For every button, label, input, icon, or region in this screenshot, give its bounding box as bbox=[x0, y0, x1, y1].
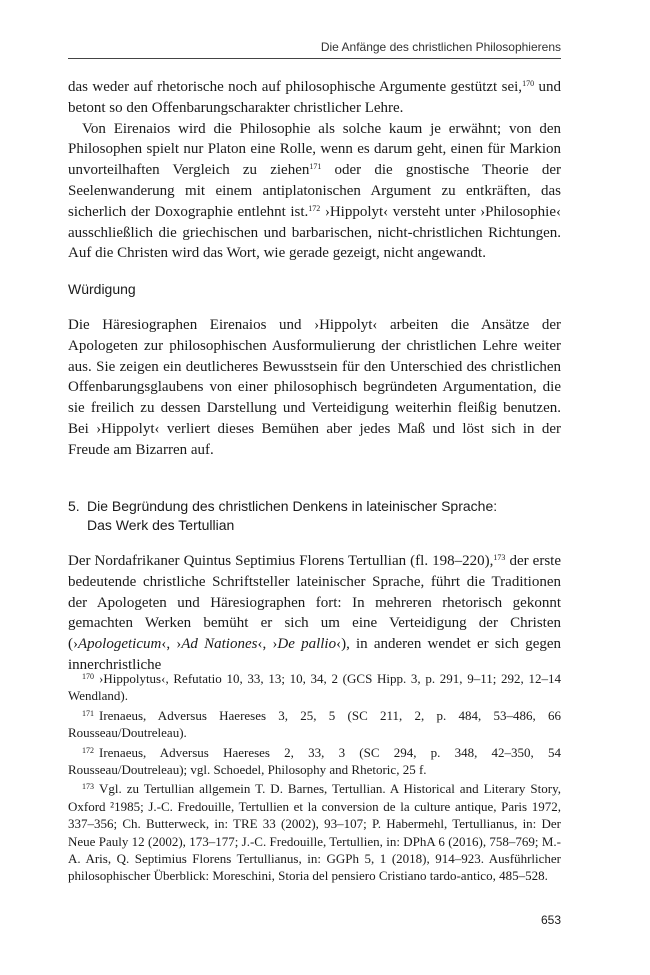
footnotes bbox=[68, 668, 561, 885]
footnote-number: 172 bbox=[82, 745, 94, 755]
page-number: 653 bbox=[540, 913, 561, 927]
footnote-ref-172[interactable]: 172 bbox=[308, 203, 321, 213]
footnote-ref-171[interactable]: 171 bbox=[309, 162, 322, 172]
footnote-173: $^{173}$ Vgl. zu Tertullian allgemein T. D. Barnes, Tertullian. A Historical and Literary Story, Oxford ²1985; J.-C. Fredouille, Tertullien et la conversion de la culture antique, Paris 1972, 337–356; Ch. Butterweck, in: TRE 33 (2002), 93–107; P. Habermehl, Tertullianus, in: Der Neue Pauly 12 (2002), 173–177; J.-C. Fredouille, Tertullien, in: DPhA 6 (2016), 758–769; M.-A. Aris, Q. Septimius Florens Tertullianus, in: GGPh 5, 1 (2018), 914–923. Ausführlicher philosophischer Überblick: Moreschini, Storia del pensiero Cristiano tardo-antico, 485–528. bbox=[68, 781, 561, 884]
footnote-ref-170[interactable]: 170 bbox=[522, 79, 535, 88]
section-title-line-2: Das Werk des Tertullian bbox=[87, 517, 235, 533]
section-heading-wuerdigung: Würdigung bbox=[68, 281, 136, 297]
work-title-ad-nationes: Ad Nationes bbox=[181, 636, 258, 653]
section-5-paragraph: Der Nordafrikaner Quintus Septimius Florens Tertullian (fl. 198–220),$^{173}$ der erste bedeutende christliche Schriftsteller lateinischer Sprache, führt die Traditionen der Apologeten und Häresiographen fort: In mehreren rhetorisch gekonnt gemachten Werken bemüht er sich um eine Verteidigung der Christen (›Apologeticum‹, ›Ad Nationes‹, ›De pallio‹), in anderen wendet er sich gegen innerchristliche bbox=[68, 553, 562, 673]
wuerdigung-paragraph: Die Häresiographen Eirenaios und ›Hippolyt‹ arbeiten die Ansätze der Apologeten zur philosophischen Ausformulierung der christlichen Lehre weiter aus. Sie zeigen ein deutlicheres Bewusstsein für den Unterschied des christlichen Offenbarungsglaubens von einer philosophisch begründeten Argumentation, die sie freilich zu dessen Darstellung und Verteidigung weiterhin fleißig benutzen. Bei ›Hippolyt‹ verliert dieses Bemühen aber jedes Maß und löst sich in der Freude am Bizarren auf. bbox=[68, 317, 561, 458]
work-title-apologeticum: Apologeticum bbox=[78, 636, 162, 653]
footnote-number: 171 bbox=[82, 708, 94, 718]
section-number: 5. bbox=[68, 498, 80, 514]
footnote-171: $^{171}$ Irenaeus, Adversus Haereses 3, 25, 5 (SC 211, 2, p. 484, 53–486, 66 Rousseau/Doutreleau). bbox=[68, 707, 561, 741]
footnote-ref-173[interactable]: 173 bbox=[493, 553, 506, 562]
intro-paragraph-2: Von Eirenaios wird die Philosophie als solche kaum je erwähnt; von den Philosophen spielt nur Platon eine Rolle, wenn es darum geht, einen für Markion unvorteilhaften Vergleich zu ziehen$^{171}$ oder die gnostische Theorie der Seelenwanderung mit einem antiplatonischen Argument zu entkräften, das sicherlich der Doxographie entlehnt ist.$^{172}$ ›Hippolyt‹ versteht unter ›Philosophie‹ ausschließlich die griechischen und barbarischen, nicht-christlichen Richtungen. Auf die Christen wird das Wort, wie gerade gezeigt, nicht angewandt. bbox=[68, 120, 561, 262]
header-rule bbox=[68, 58, 561, 59]
footnote-number: 173 bbox=[82, 782, 94, 792]
section-title-line-1: Die Begründung des christlichen Denkens in lateinischer Sprache: bbox=[87, 498, 498, 514]
running-head: Die Anfänge des christlichen Philosophierens bbox=[320, 40, 561, 54]
section-5-text bbox=[68, 551, 561, 676]
intro-text bbox=[68, 77, 561, 264]
intro-paragraph-1: das weder auf rhetorische noch auf philosophische Argumente gestützt sei,$^{170}$ und betont so den Offenbarungscharakter christlicher Lehre. bbox=[68, 79, 561, 116]
footnote-number: 170 bbox=[82, 672, 94, 681]
footnote-172: $^{172}$ Irenaeus, Adversus Haereses 2, 33, 3 (SC 294, p. 348, 42–350, 54 Rousseau/Doutreleau); vgl. Schoedel, Philosophy and Rhetoric, 25 f. bbox=[68, 744, 561, 778]
work-title-de-pallio: De pallio bbox=[277, 636, 337, 653]
section-5-heading bbox=[68, 497, 561, 535]
footnote-170: $^{170}$ ›Hippolytus‹, Refutatio 10, 33, 13; 10, 34, 2 (GCS Hipp. 3, p. 291, 9–11; 292, 12–14 Wendland). bbox=[68, 671, 561, 704]
wuerdigung-text bbox=[68, 315, 561, 461]
